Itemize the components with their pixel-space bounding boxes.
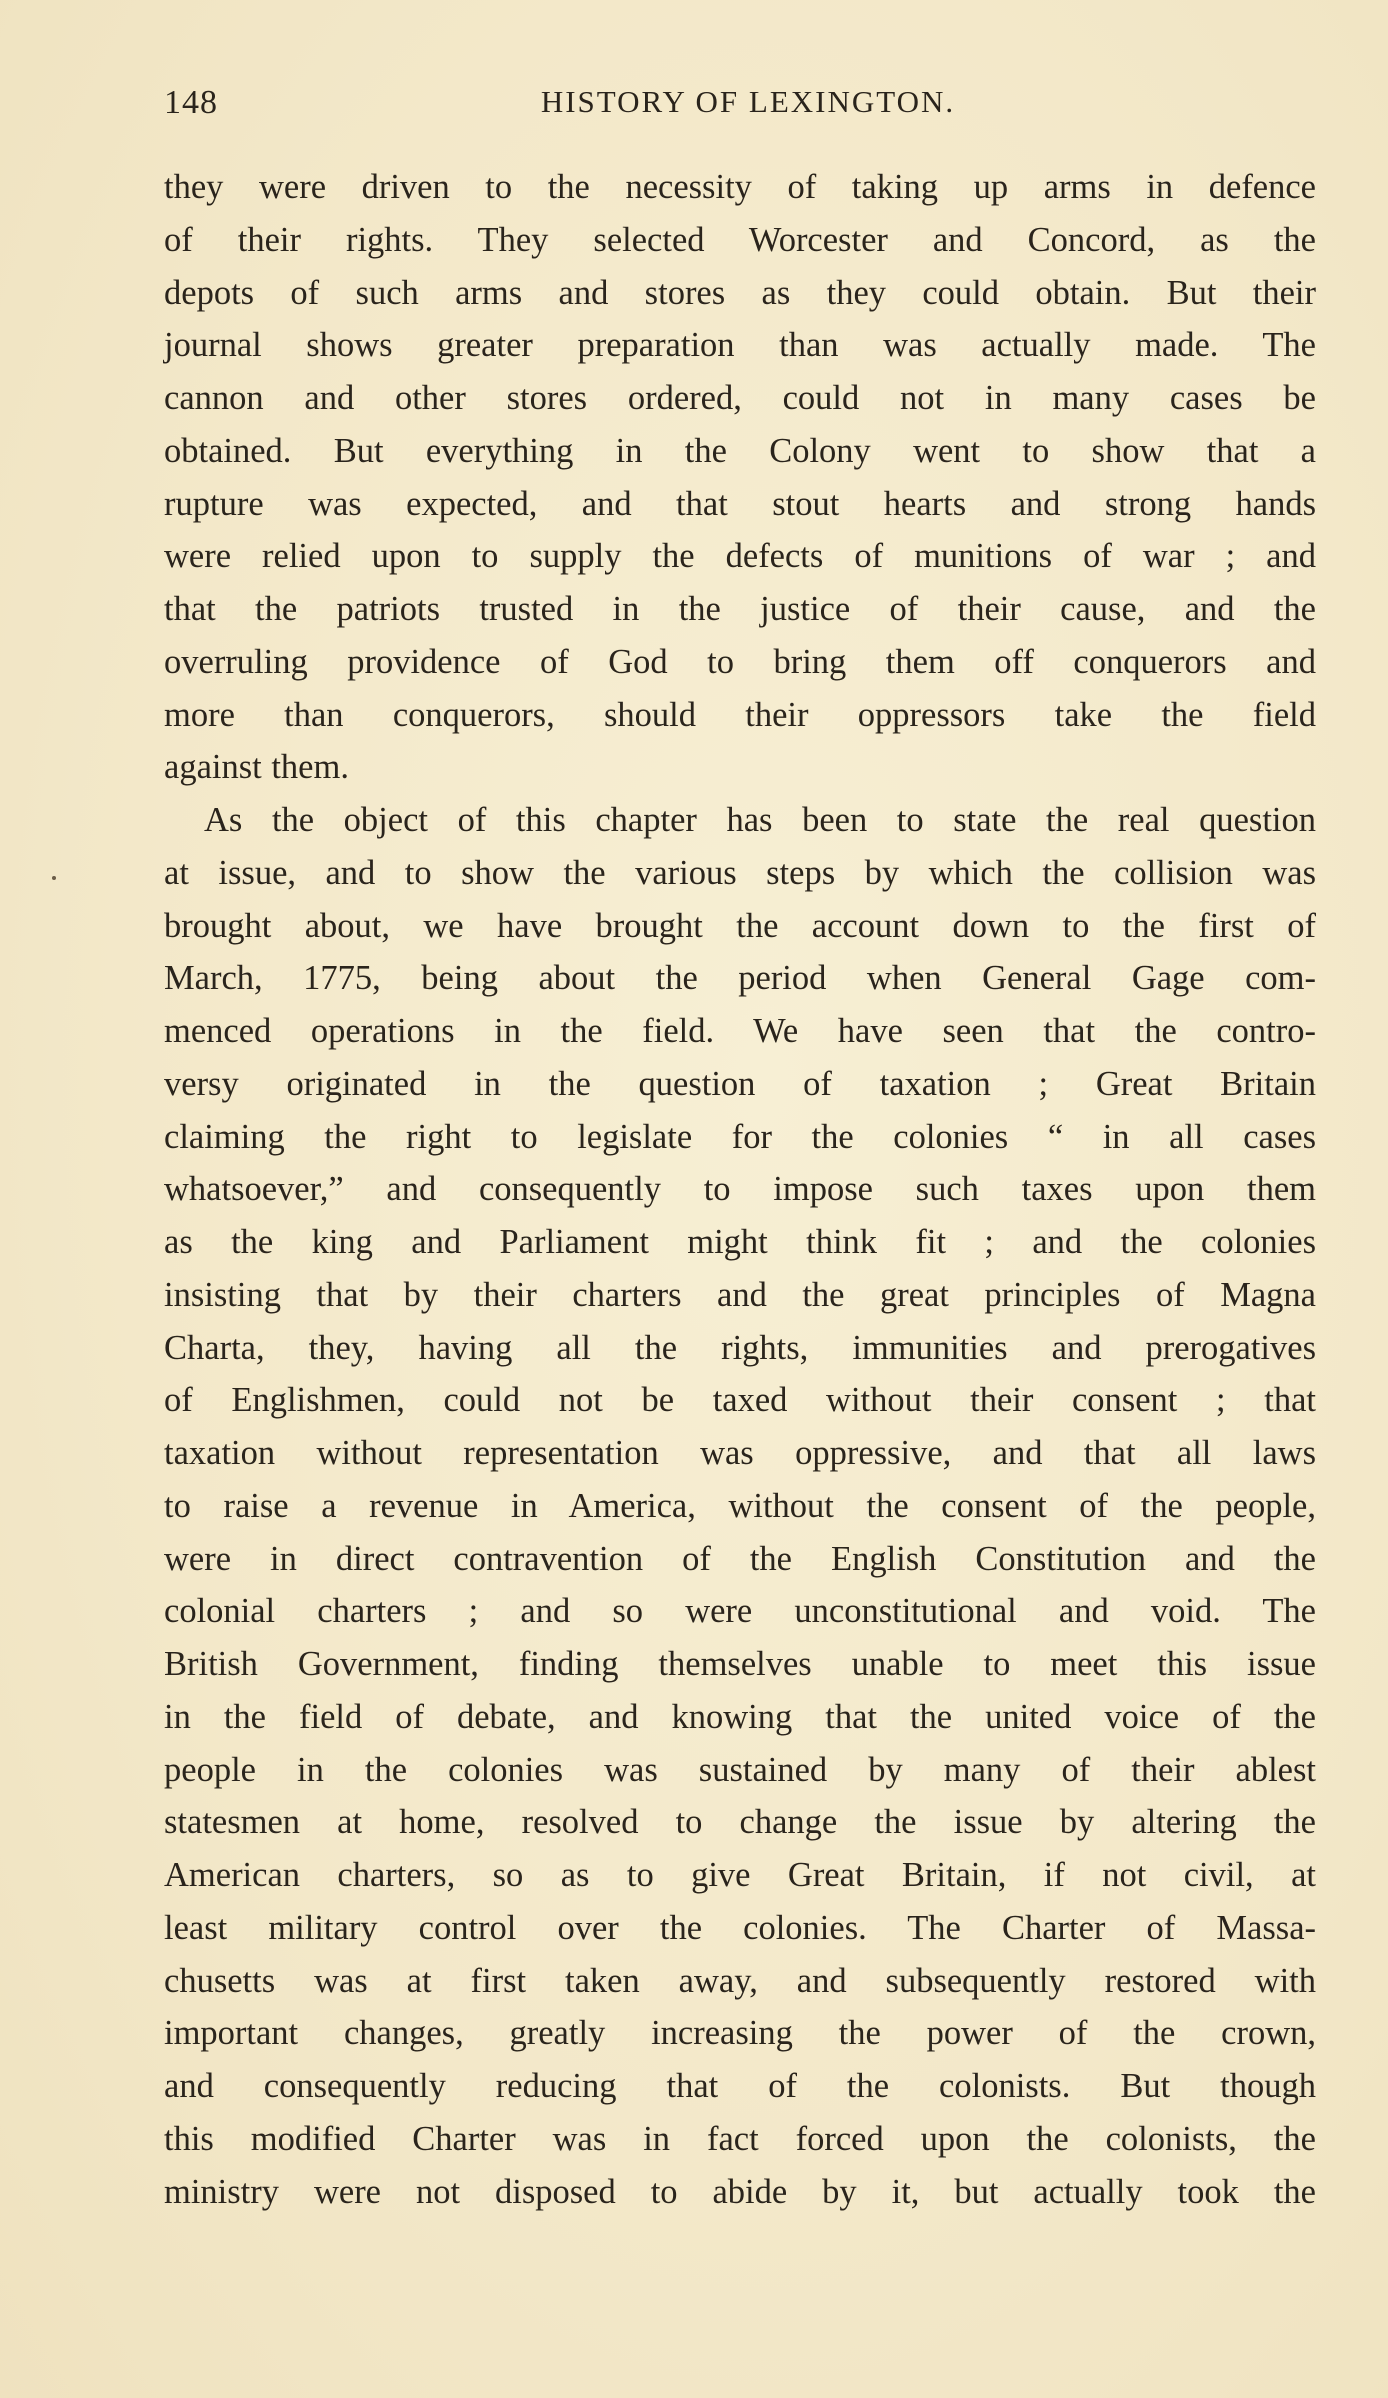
text-line: colonial charters ; and so were unconstitutional and void. The bbox=[164, 1592, 1316, 1631]
text-line: claiming the right to legislate for the colonies “ in all cases bbox=[164, 1117, 1316, 1156]
paragraph-start-line: As the object of this chapter has been to state the real question bbox=[204, 801, 1316, 839]
paragraph-end-line: against them. bbox=[164, 748, 349, 787]
text-line: least military control over the colonies. The Charter of Massa- bbox=[164, 1908, 1316, 1947]
text-line: they were driven to the necessity of taking up arms in defence bbox=[164, 168, 1316, 206]
text-line: at issue, and to show the various steps by which the collision was bbox=[164, 853, 1316, 892]
text-line: were relied upon to supply the defects of munitions of war ; and bbox=[164, 537, 1316, 576]
text-line: in the field of debate, and knowing that the united voice of the bbox=[164, 1697, 1316, 1736]
text-line: Charta, they, having all the rights, immunities and prerogatives bbox=[164, 1328, 1316, 1367]
text-line: chusetts was at first taken away, and subsequently restored with bbox=[164, 1961, 1316, 2000]
text-line: this modified Charter was in fact forced upon the colonists, the bbox=[164, 2119, 1316, 2158]
text-line: were in direct contravention of the English Constitution and the bbox=[164, 1539, 1316, 1578]
text-line: British Government, finding themselves unable to meet this issue bbox=[164, 1645, 1316, 1683]
text-line: more than conquerors, should their oppressors take the field bbox=[164, 695, 1316, 734]
running-title: HISTORY OF LEXINGTON. bbox=[540, 84, 956, 119]
text-line: people in the colonies was sustained by many of their ablest bbox=[164, 1750, 1316, 1789]
text-line: as the king and Parliament might think fit ; and the colonies bbox=[164, 1223, 1316, 1261]
text-line: brought about, we have brought the account down to the first of bbox=[164, 906, 1316, 945]
text-line: that the patriots trusted in the justice of their cause, and the bbox=[164, 590, 1316, 628]
text-line: important changes, greatly increasing the power of the crown, bbox=[164, 2014, 1316, 2053]
text-line: to raise a revenue in America, without the consent of the people, bbox=[164, 1486, 1316, 1525]
page-header bbox=[164, 84, 1302, 134]
text-line: menced operations in the field. We have seen that the contro- bbox=[164, 1012, 1316, 1050]
text-line: March, 1775, being about the period when General Gage com- bbox=[164, 959, 1316, 998]
text-line: insisting that by their charters and the great principles of Magna bbox=[164, 1275, 1316, 1314]
text-line: versy originated in the question of taxation ; Great Britain bbox=[164, 1064, 1316, 1103]
text-line: ministry were not disposed to abide by it, but actually took the bbox=[164, 2172, 1316, 2211]
text-line: obtained. But everything in the Colony went to show that a bbox=[164, 431, 1316, 470]
text-line: depots of such arms and stores as they could obtain. But their bbox=[164, 273, 1316, 312]
text-line: overruling providence of God to bring them off conquerors and bbox=[164, 642, 1316, 681]
text-line: of their rights. They selected Worcester and Concord, as the bbox=[164, 220, 1316, 259]
text-line: and consequently reducing that of the colonists. But though bbox=[164, 2067, 1316, 2105]
text-line: journal shows greater preparation than was actually made. The bbox=[164, 326, 1316, 365]
text-line: whatsoever,” and consequently to impose such taxes upon them bbox=[164, 1170, 1316, 1209]
page-number: 148 bbox=[164, 84, 218, 121]
text-line: rupture was expected, and that stout hearts and strong hands bbox=[164, 484, 1316, 523]
text-line: American charters, so as to give Great Britain, if not civil, at bbox=[164, 1856, 1316, 1894]
text-line: of Englishmen, could not be taxed without their consent ; that bbox=[164, 1381, 1316, 1420]
text-line: cannon and other stores ordered, could not in many cases be bbox=[164, 379, 1316, 417]
body-text bbox=[164, 161, 1316, 2218]
text-line: taxation without representation was oppressive, and that all laws bbox=[164, 1434, 1316, 1472]
text-line: statesmen at home, resolved to change the issue by altering the bbox=[164, 1803, 1316, 1842]
margin-speck bbox=[52, 876, 56, 880]
